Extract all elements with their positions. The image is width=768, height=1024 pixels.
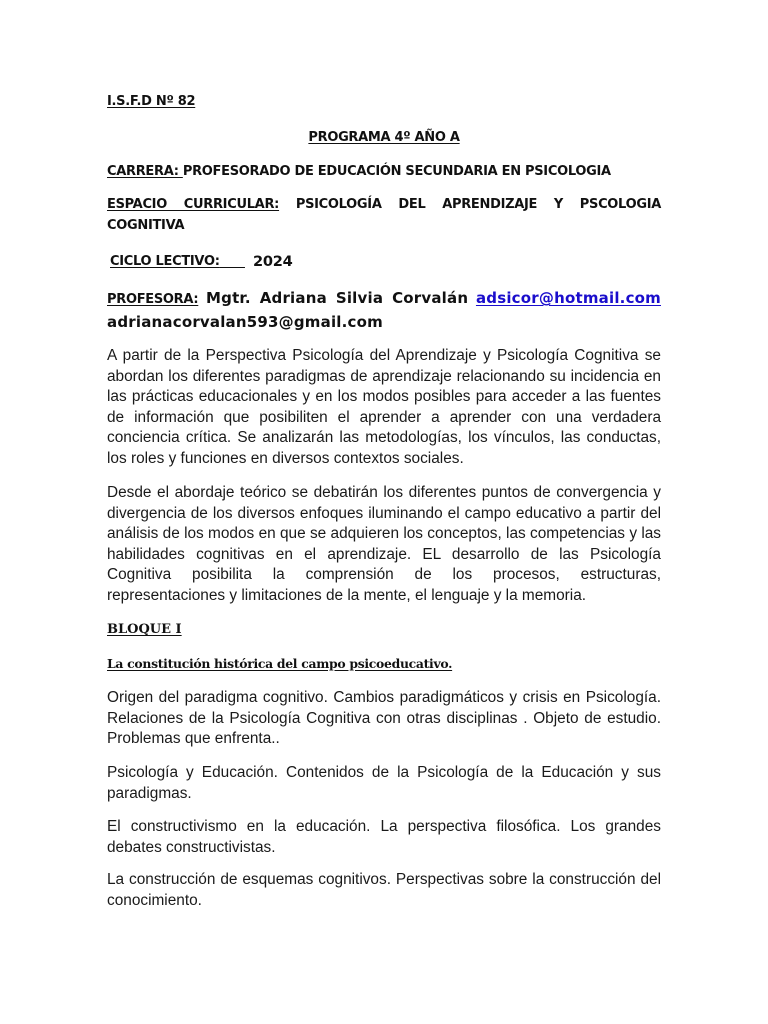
carrera-value: PROFESORADO DE EDUCACIÓN SECUNDARIA EN PSICOLOGIA	[182, 164, 611, 179]
bloque-paragraph-4: La construcción de esquemas cognitivos. Perspectivas sobre la construcción del conocimiento.	[107, 871, 661, 909]
email-link-hotmail[interactable]: adsicor@hotmail.com	[475, 289, 661, 307]
bloque-heading: BLOQUE I	[107, 622, 182, 637]
espacio-value-continued: COGNITIVA	[107, 218, 185, 233]
institution-heading: I.S.F.D Nº 82	[107, 94, 196, 109]
espacio-value: PSICOLOGÍA DEL APRENDIZAJE Y PSCOLOGIA	[295, 197, 661, 212]
profesora-label: PROFESORA:	[107, 292, 199, 307]
intro-paragraph-2: Desde el abordaje teórico se debatirán los diferentes puntos de convergencia y divergencia de los diversos enfoques iluminando el campo educativo a partir del análisis de los modos en que se adquieren los conceptos, las competencias y las habilidades cognitivas en el aprendizaje. EL desarrollo de las Psicología Cognitiva posibilita la comprensión de los procesos, estructuras, representaciones y limitaciones de la mente, el lenguaje y la memoria.	[107, 484, 661, 604]
carrera-line	[107, 164, 611, 179]
profesora-name: Mgtr. Adriana Silvia Corvalán	[206, 289, 469, 307]
program-title: PROGRAMA 4º AÑO A	[308, 130, 460, 145]
ciclo-value: 2024	[253, 253, 293, 270]
email-gmail: adrianacorvalan593@gmail.com	[107, 313, 383, 331]
intro-paragraph-1: A partir de la Perspectiva Psicología del Aprendizaje y Psicología Cognitiva se abordan los diferentes paradigmas de aprendizaje relacionando su incidencia en las prácticas educacionales y en los modos posibles para acceder a las fuentes de información que posibiliten el aprender a aprender con una verdadera conciencia crítica. Se analizarán las metodologías, los vínculos, las conductas, los roles y funciones en diversos contextos sociales.	[107, 347, 661, 467]
bloque-paragraph-3: El constructivismo en la educación. La perspectiva filosófica. Los grandes debates constructivistas.	[107, 818, 661, 856]
espacio-line	[107, 197, 661, 212]
bloque-paragraph-1: Origen del paradigma cognitivo. Cambios paradigmáticos y crisis en Psicología. Relaciones de la Psicología Cognitiva con otras disciplinas . Objeto de estudio. Problemas que enfrenta..	[107, 689, 661, 747]
bloque-subtitle: La constitución histórica del campo psicoeducativo.	[107, 656, 453, 671]
espacio-label: ESPACIO CURRICULAR:	[107, 197, 280, 212]
ciclo-label: CICLO LECTIVO:	[110, 254, 220, 269]
carrera-label: CARRERA:	[107, 164, 183, 179]
profesora-line	[107, 289, 661, 307]
bloque-paragraph-2: Psicología y Educación. Contenidos de la Psicología de la Educación y sus paradigmas.	[107, 764, 661, 802]
